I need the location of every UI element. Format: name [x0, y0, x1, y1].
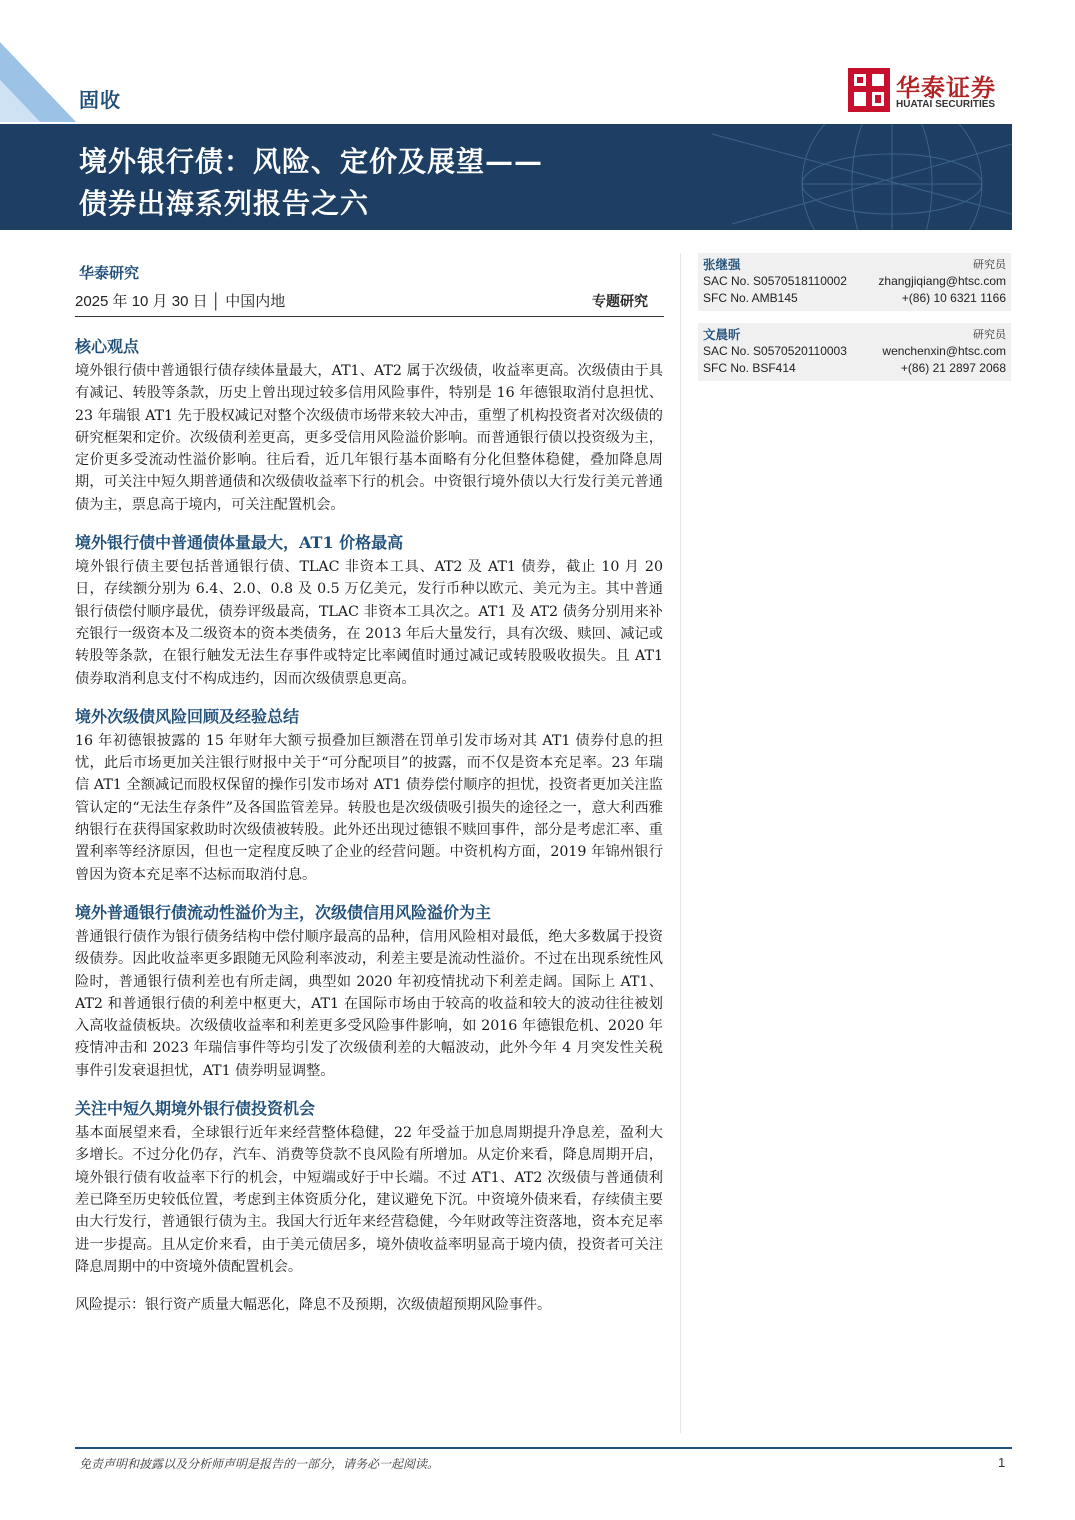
- section-risk-review: [75, 706, 663, 886]
- company-logo: [848, 68, 1014, 114]
- analyst-phone: +(86) 21 2897 2068: [900, 361, 1006, 375]
- analyst-sfc: SFC No. BSF414: [703, 361, 796, 375]
- analyst-sfc: SFC No. AMB145: [703, 291, 798, 305]
- column-divider: [680, 253, 681, 1433]
- logo-chinese-name: 华泰证券: [896, 74, 996, 102]
- section-opportunity: [75, 1098, 663, 1278]
- report-type: 专题研究: [592, 294, 648, 310]
- section-premium: [75, 902, 663, 1082]
- huatai-logo-icon: [848, 68, 890, 112]
- section-heading: 关注中短久期境外银行债投资机会: [75, 1099, 316, 1119]
- logo-english-name: HUATAI SECURITIES: [896, 99, 996, 110]
- footer-divider: [75, 1447, 1012, 1449]
- analyst-sac: SAC No. S0570518110002: [703, 274, 847, 288]
- globe-decoration: [592, 124, 1012, 230]
- analyst-phone: +(86) 10 6321 1166: [901, 291, 1006, 305]
- research-org: 华泰研究: [79, 264, 140, 282]
- section-paragraph: 境外银行债中普通银行债存续体量最大，AT1、AT2 属于次级债，收益率更高。次级债由于具有减记、转股等条款，历史上曾出现过较多信用风险事件，特别是 16 年德银取消付息担忧、23 年瑞银 AT1 先于股权减记对整个次级债市场带来较大冲击，重塑了机构投资者对次级债的研究框架和定价。次级债利差更高，更多受信用风险溢价影响。而普通银行债以投资级为主，定价更多受流动性溢价影响。往后看，近几年银行基本面略有分化但整体稳健，叠加降息周期，可关注中短久期普通债和次级债收益率下行的机会。中资银行境外债以大行发行美元普通债为主，票息高于境内，可关注配置机会。: [75, 363, 663, 513]
- report-body: [75, 336, 663, 1316]
- analyst-sac: SAC No. S0570520110003: [703, 344, 847, 358]
- risk-warning: 风险提示：银行资产质量大幅恶化，降息不及预期，次级债超预期风险事件。: [75, 1297, 551, 1314]
- corner-decoration: [0, 42, 76, 122]
- section-heading: 境外银行债中普通债体量最大，AT1 价格最高: [75, 533, 404, 553]
- section-heading: 境外普通银行债流动性溢价为主，次级债信用风险溢价为主: [75, 902, 492, 922]
- section-volume: [75, 532, 663, 690]
- analyst-role: 研究员: [973, 258, 1006, 271]
- title-banner: [0, 124, 1012, 230]
- analyst-card: [698, 253, 1011, 311]
- section-paragraph: 16 年初德银披露的 15 年财年大额亏损叠加巨额潜在罚单引发市场对其 AT1 债券付息的担忧，此后市场更加关注银行财报中关于“可分配项目”的披露，而不仅是资本充足率。23 年瑞信 AT1 全额减记而股权保留的操作引发市场对 AT1 债券偿付顺序的担忧，投资者更加关注监管认定的“无法生存条件”及各国监管差异。转股也是次级债吸引损失的途径之一，意大利西雅纳银行在获得国家救助时次级债被转股。此外还出现过德银不赎回事件，部分是考虑汇率、重置利率等经济原因，但也一定程度反映了企业的经营问题。中资机构方面，2019 年锦州银行曾因为资本充足率不达标而取消付息。: [75, 732, 663, 883]
- page-number: 1: [998, 1455, 1006, 1470]
- section-paragraph: 普通银行债作为银行债务结构中偿付顺序最高的品种，信用风险相对最低，绝大多数属于投资级债券。因此收益率更多跟随无风险利率波动，利差主要是流动性溢价。不过在出现系统性风险时，普通银行债利差也有所走阔，典型如 2020 年初疫情扰动下利差走阔。国际上 AT1、AT2 和普通银行债的利差中枢更大，AT1 在国际市场由于较高的收益和较大的波动往往被划入高收益债板块。次级债收益率和利差更多受风险事件影响，如 2016 年德银危机、2020 年疫情冲击和 2023 年瑞信事件等均引发了次级债利差的大幅波动，此外今年 4 月突发性关税事件引发衰退担忧，AT1 债券明显调整。: [75, 928, 663, 1079]
- analyst-name: 文晨昕: [703, 327, 741, 342]
- section-heading: 核心观点: [75, 337, 140, 356]
- section-heading: 境外次级债风险回顾及经验总结: [75, 706, 300, 726]
- report-title-line-1: 境外银行债：风险、定价及展望——: [79, 145, 544, 178]
- analyst-email[interactable]: wenchenxin@htsc.com: [882, 344, 1006, 358]
- report-title-line-2: 债券出海系列报告之六: [79, 187, 370, 220]
- footer-disclaimer: 免责声明和披露以及分析师声明是报告的一部分，请务必一起阅读。: [79, 1457, 440, 1471]
- analyst-email[interactable]: zhangjiqiang@htsc.com: [878, 274, 1006, 288]
- meta-divider: [75, 316, 664, 317]
- section-paragraph: 境外银行债主要包括普通银行债、TLAC 非资本工具、AT2 及 AT1 债券，截止 10 月 20 日，存续额分别为 6.4、2.0、0.8 及 0.5 万亿美元，发行币种以欧元、美元为主。其中普通银行债偿付顺序最优，债券评级最高，TLAC 非资本工具次之。AT1 及 AT2 债务分别用来补充银行一级资本及二级资本的资本类债务，在 2013 年后大量发行，具有次级、赎回、减记或转股等条款，在银行触发无法生存事件或特定比率阈值时通过减记或转股吸收损失。且 AT1 债券取消利息支付不构成违约，因而次级债票息更高。: [75, 559, 663, 687]
- section-core-view: [75, 336, 663, 516]
- analyst-panel: [698, 253, 1011, 381]
- section-paragraph: 基本面展望来看，全球银行近年来经营整体稳健，22 年受益于加息周期提升净息差，盈利大多增长。不过分化仍存，汽车、消费等贷款不良风险有所增加。从定价来看，降息周期开启，境外银行债有收益率下行的机会，中短端或好于中长端。不过 AT1、AT2 次级债与普通债利差已降至历史较低位置，考虑到主体资质分化，建议避免下沉。中资境外债来看，存续债主要由大行发行，普通银行债为主。我国大行近年来经营稳健，今年财政等注资落地，资本充足率进一步提高。且从定价来看，由于美元债居多，境外债收益率明显高于境内债，投资者可关注降息周期中的中资境外债配置机会。: [75, 1125, 663, 1275]
- analyst-role: 研究员: [973, 328, 1006, 341]
- report-category: 固收: [79, 88, 121, 112]
- analyst-gap: [698, 311, 1011, 323]
- report-date-region: 2025 年 10 月 30 日 │ 中国内地: [75, 293, 286, 310]
- analyst-card: [698, 323, 1011, 381]
- analyst-name: 张继强: [703, 257, 741, 272]
